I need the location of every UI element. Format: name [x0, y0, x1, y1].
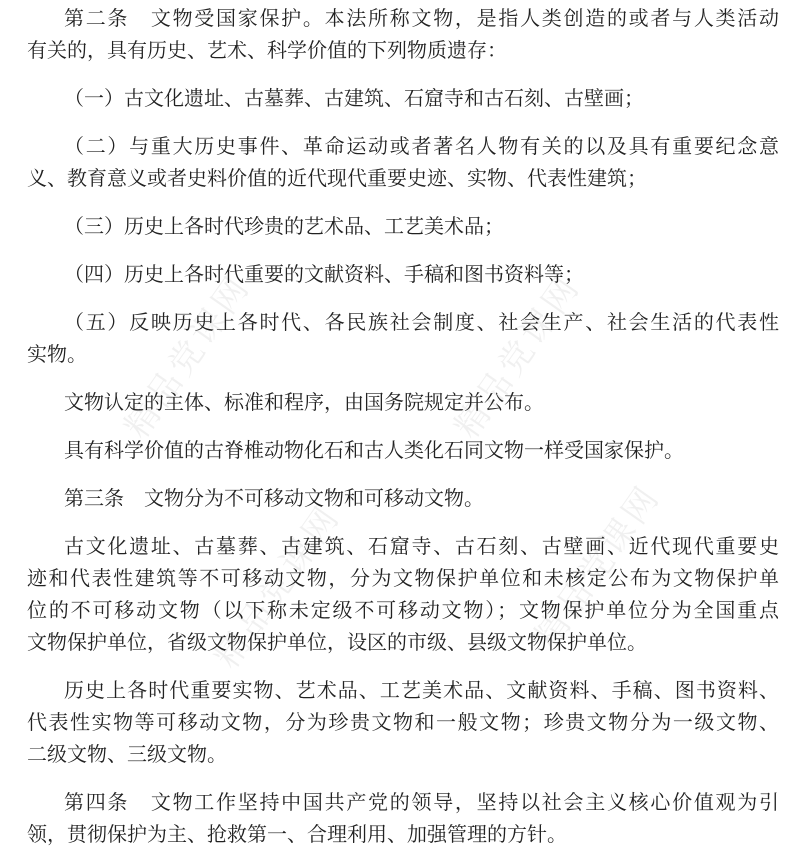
paragraph: [27, 130, 779, 194]
paragraph-line: 迹和代表性建筑等不可移动文物，分为文物保护单位和未核定公布为文物保护单: [27, 566, 779, 590]
paragraph-line: （二）与重大历史事件、革命运动或者著名人物有关的以及具有重要纪念意: [64, 134, 779, 158]
paragraph: [27, 306, 779, 370]
paragraph-line: 二级文物、三级文物。: [27, 742, 227, 766]
paragraph: [27, 482, 779, 514]
paragraph-line: 位的不可移动文物（以下称未定级不可移动文物）；文物保护单位分为全国重点: [27, 598, 779, 622]
watermark: 精品党课网: [116, 267, 259, 446]
document-body: [27, 2, 779, 866]
paragraph: [27, 434, 779, 466]
paragraph: [27, 386, 779, 418]
watermark: 精品党课网: [526, 477, 669, 656]
paragraph-line: （三）历史上各时代珍贵的艺术品、工艺美术品；: [64, 214, 504, 238]
paragraph: [27, 786, 779, 850]
paragraph-line: 义、教育意义或者史料价值的近代现代重要史迹、实物、代表性建筑；: [27, 166, 647, 190]
paragraph-line: （一）古文化遗址、古墓葬、古建筑、石窟寺和古石刻、古壁画；: [64, 86, 644, 110]
paragraph: [27, 530, 779, 658]
paragraph-line: 实物。: [27, 342, 87, 366]
paragraph-line: 第三条 文物分为不可移动文物和可移动文物。: [64, 486, 484, 510]
paragraph: [27, 210, 779, 242]
paragraph-line: 领，贯彻保护为主、抢救第一、合理利用、加强管理的方针。: [27, 822, 567, 846]
paragraph-line: 古文化遗址、古墓葬、古建筑、石窟寺、古石刻、古壁画、近代现代重要史: [64, 534, 779, 558]
paragraph-line: 第四条 文物工作坚持中国共产党的领导，坚持以社会主义核心价值观为引: [64, 790, 779, 814]
paragraph-line: 第二条 文物受国家保护。本法所称文物，是指人类创造的或者与人类活动: [64, 6, 779, 30]
paragraph: [27, 674, 779, 770]
paragraph-line: 历史上各时代重要实物、艺术品、工艺美术品、文献资料、手稿、图书资料、: [64, 678, 779, 702]
paragraph: [27, 82, 779, 114]
paragraph-line: （四）历史上各时代重要的文献资料、手稿和图书资料等；: [64, 262, 584, 286]
watermark: 精品党课网: [206, 497, 349, 676]
paragraph-line: 文物认定的主体、标准和程序，由国务院规定并公布。: [64, 390, 544, 414]
paragraph: [27, 2, 779, 66]
paragraph: [27, 258, 779, 290]
paragraph-line: 具有科学价值的古脊椎动物化石和古人类化石同文物一样受国家保护。: [64, 438, 684, 462]
paragraph-line: 有关的，具有历史、艺术、科学价值的下列物质遗存：: [27, 38, 507, 62]
watermark: 精品党课网: [446, 267, 589, 446]
paragraph-line: 文物保护单位，省级文物保护单位，设区的市级、县级文物保护单位。: [27, 630, 647, 654]
paragraph-line: （五）反映历史上各时代、各民族社会制度、社会生产、社会生活的代表性: [64, 310, 779, 334]
paragraph-line: 代表性实物等可移动文物，分为珍贵文物和一般文物；珍贵文物分为一级文物、: [27, 710, 779, 734]
